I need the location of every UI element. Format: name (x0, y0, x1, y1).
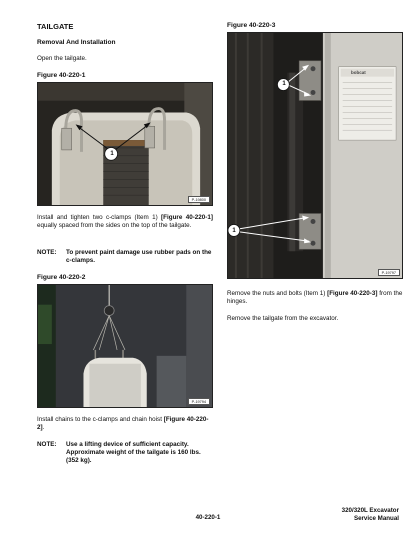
figure-1-caption: Figure 40-220-1 (37, 72, 86, 79)
figure-1-photo-id: P-19800 (188, 196, 210, 203)
figure-3-image (228, 33, 402, 278)
sticker-brand-text: bobcat (351, 70, 366, 75)
figure-ref-40-220-2[interactable]: [Figure 40-220-2] (37, 416, 209, 432)
footer-manual: Service Manual (353, 514, 399, 522)
step-install-chains: Install chains to the c-clamps and chain hoist [Figure 40-220-2]. (37, 416, 209, 432)
footer-model: 320/320L Excavator (341, 507, 399, 514)
note-text: To prevent paint damage use rubber pads on the c-clamps. (66, 249, 212, 265)
figure-3-photo (227, 32, 403, 279)
note-text: Use a lifting device of sufficient capacity. Approximate weight of the tailgate is 160 lbs. (352 kg). (66, 441, 201, 465)
figure-3-callout-bottom: 1 (232, 228, 236, 234)
figure-3-caption: Figure 40-220-3 (227, 22, 276, 29)
figure-2-photo (37, 284, 213, 408)
page-number: 40-220-1 (195, 514, 221, 521)
figure-ref-40-220-1[interactable]: [Figure 40-220-1] (161, 214, 214, 221)
subsection-heading: Removal And Installation (37, 39, 116, 46)
figure-1-photo (37, 82, 213, 206)
figure-2-image (38, 285, 212, 407)
step-install-clamps: Install and tighten two c-clamps (Item 1) [Figure 40-220-1] equally spaced from the sides on the top of the tailgate. (37, 214, 214, 230)
figure-ref-40-220-3[interactable]: [Figure 40-220-3] (327, 290, 378, 297)
note-paint-damage (37, 249, 213, 267)
note-label: NOTE: (37, 441, 57, 448)
section-title: TAILGATE (37, 22, 74, 31)
figure-1-image (38, 83, 212, 205)
intro-text: Open the tailgate. (37, 55, 87, 62)
step-remove-tailgate: Remove the tailgate from the excavator. (227, 315, 339, 322)
figure-2-photo-id: P-19794 (188, 398, 210, 405)
figure-3-callout-top: 1 (282, 81, 286, 87)
figure-3-photo-id: P-19797 (378, 269, 400, 276)
figure-2-caption: Figure 40-220-2 (37, 274, 86, 281)
step-remove-nuts: Remove the nuts and bolts (Item 1) [Figure 40-220-3] from the hinges. (227, 290, 403, 306)
footer-manual-title (342, 507, 399, 522)
note-lifting-device (37, 441, 213, 469)
figure-1-callout: 1 (110, 151, 114, 157)
note-label: NOTE: (37, 249, 57, 256)
